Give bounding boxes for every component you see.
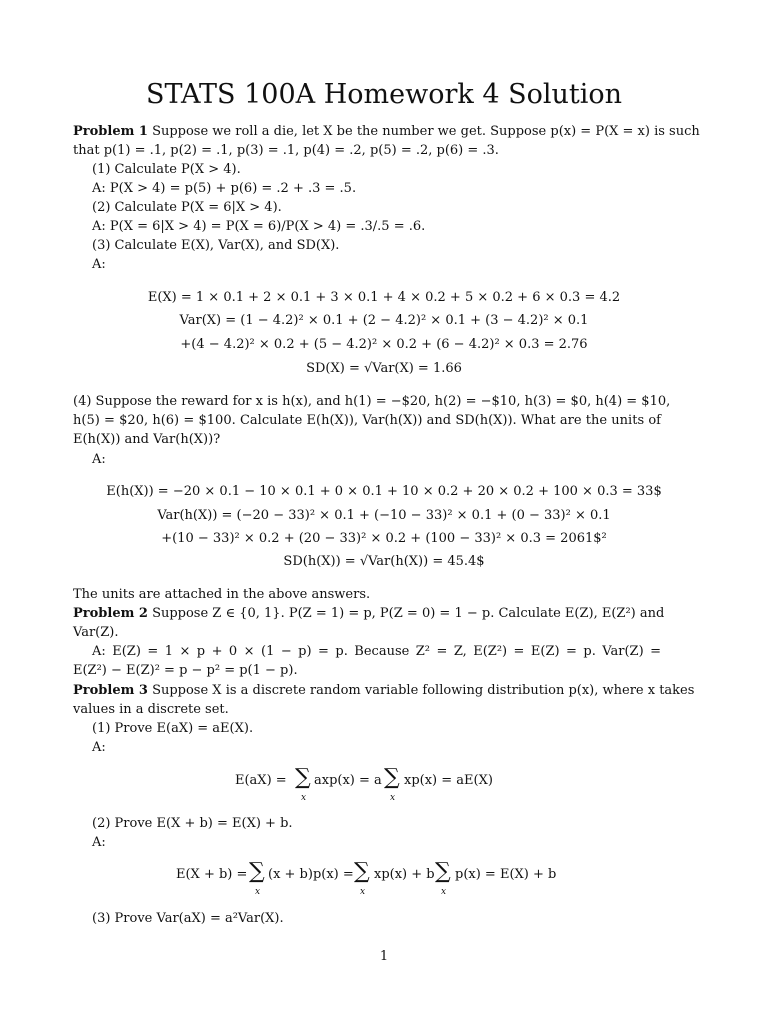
- summation-index: x: [301, 793, 307, 803]
- problem-1-question-4-line-3: E(h(X)) and Var(h(X))?: [73, 432, 221, 447]
- problem-3-question-3: (3) Prove Var(aX) = a²Var(X).: [92, 911, 284, 926]
- problem-1-question-1: (1) Calculate P(X > 4).: [92, 162, 241, 177]
- problem-3-question-1: (1) Prove E(aX) = aE(X).: [92, 721, 254, 736]
- problem-2-answer-line-2: E(Z²) − E(Z)² = p − p² = p(1 − p).: [73, 663, 298, 678]
- equation-expectation-h: E(h(X)) = −20 × 0.1 − 10 × 0.1 + 0 × 0.1 + 10 × 0.2 + 20 × 0.2 + 100 × 0.3 = 33$: [106, 484, 662, 499]
- equation-variance-h-line-1: Var(h(X)) = (−20 − 33)² × 0.1 + (−10 − 33)² × 0.1 + (0 − 33)² × 0.1: [157, 508, 611, 523]
- summation-symbol: ∑: [435, 859, 451, 884]
- problem-1-question-2: (2) Calculate P(X = 6|X > 4).: [92, 200, 282, 215]
- equation-sd-h: SD(h(X)) = √Var(h(X)) = 45.4$: [283, 554, 485, 569]
- summation-symbol: ∑: [384, 765, 400, 790]
- eq-shift-left: E(X + b) =: [176, 867, 248, 882]
- equation-variance-h-line-2: +(10 − 33)² × 0.2 + (20 − 33)² × 0.2 + (100 − 33)² × 0.3 = 2061$²: [161, 531, 607, 546]
- summation-index: x: [390, 793, 396, 803]
- eq-shift-middle-2: xp(x) + b: [374, 867, 435, 882]
- problem-2-answer-line-1: A: E(Z) = 1 × p + 0 × (1 − p) = p. Because Z² = Z, E(Z²) = E(Z) = p. Var(Z) =: [92, 644, 661, 659]
- equation-expectation: E(X) = 1 × 0.1 + 2 × 0.1 + 3 × 0.1 + 4 × 0.2 + 5 × 0.2 + 6 × 0.3 = 4.2: [147, 290, 621, 305]
- problem-1-question-4-line-2: h(5) = $20, h(6) = $100. Calculate E(h(X)), Var(h(X)) and SD(h(X)). What are the units of: [73, 413, 661, 428]
- problem-3-heading: Problem 3: [73, 683, 148, 698]
- page-number: 1: [379, 949, 389, 964]
- problem-3-question-2: (2) Prove E(X + b) = E(X) + b.: [92, 816, 293, 831]
- equation-variance-line-2: +(4 − 4.2)² × 0.2 + (5 − 4.2)² × 0.2 + (6 − 4.2)² × 0.3 = 2.76: [180, 337, 588, 352]
- problem-1-intro-line-2: that p(1) = .1, p(2) = .1, p(3) = .1, p(4) = .2, p(5) = .2, p(6) = .3.: [73, 143, 499, 158]
- summation-index: x: [360, 887, 366, 897]
- eq-scale-left: E(aX) =: [235, 773, 287, 788]
- equation-sd: SD(X) = √Var(X) = 1.66: [306, 361, 462, 376]
- equation-variance-line-1: Var(X) = (1 − 4.2)² × 0.1 + (2 − 4.2)² × 0.1 + (3 − 4.2)² × 0.1: [179, 313, 589, 328]
- summation-symbol: ∑: [249, 859, 265, 884]
- problem-1-question-3: (3) Calculate E(X), Var(X), and SD(X).: [92, 238, 340, 253]
- problem-1-intro-text-a: Suppose we roll a die, let X be the number we get. Suppose p(x) = P(X = x) is such: [152, 124, 700, 139]
- problem-2-text-a: Suppose Z ∈ {0, 1}. P(Z = 1) = p, P(Z = 0) = 1 − p. Calculate E(Z), E(Z²) and: [152, 606, 665, 621]
- problem-3-line-2: values in a discrete set.: [73, 702, 229, 717]
- document-title: STATS 100A Homework 4 Solution: [145, 79, 623, 110]
- summation-index: x: [441, 887, 447, 897]
- eq-shift-right: p(x) = E(X) + b: [455, 867, 557, 882]
- problem-1-answer-3-label: A:: [92, 257, 106, 272]
- eq-scale-right: xp(x) = aE(X): [404, 773, 493, 788]
- summation-symbol: ∑: [295, 765, 311, 790]
- problem-3-answer-2-label: A:: [92, 835, 106, 850]
- problem-1-question-4-line-1: (4) Suppose the reward for x is h(x), and h(1) = −$20, h(2) = −$10, h(3) = $0, h(4) = $10,: [73, 394, 671, 409]
- units-note: The units are attached in the above answers.: [73, 587, 371, 602]
- problem-1-answer-4-label: A:: [92, 452, 106, 467]
- problem-3-text-a: Suppose X is a discrete random variable following distribution p(x), where x takes: [152, 683, 695, 698]
- problem-2-line-2: Var(Z).: [73, 625, 119, 640]
- problem-1-answer-1: A: P(X > 4) = p(5) + p(6) = .2 + .3 = .5.: [92, 181, 357, 196]
- problem-2-heading: Problem 2: [73, 606, 148, 621]
- problem-1-intro-line-1: [73, 123, 700, 141]
- problem-1-heading: Problem 1: [73, 124, 148, 139]
- problem-2-line-1: [73, 605, 665, 623]
- eq-scale-middle: axp(x) = a: [314, 773, 382, 788]
- summation-index: x: [255, 887, 261, 897]
- problem-1-answer-2: A: P(X = 6|X > 4) = P(X = 6)/P(X > 4) = .3/.5 = .6.: [92, 219, 426, 234]
- problem-3-line-1: [73, 682, 695, 700]
- eq-shift-middle-1: (x + b)p(x) =: [268, 867, 354, 882]
- problem-3-answer-1-label: A:: [92, 740, 106, 755]
- summation-symbol: ∑: [354, 859, 370, 884]
